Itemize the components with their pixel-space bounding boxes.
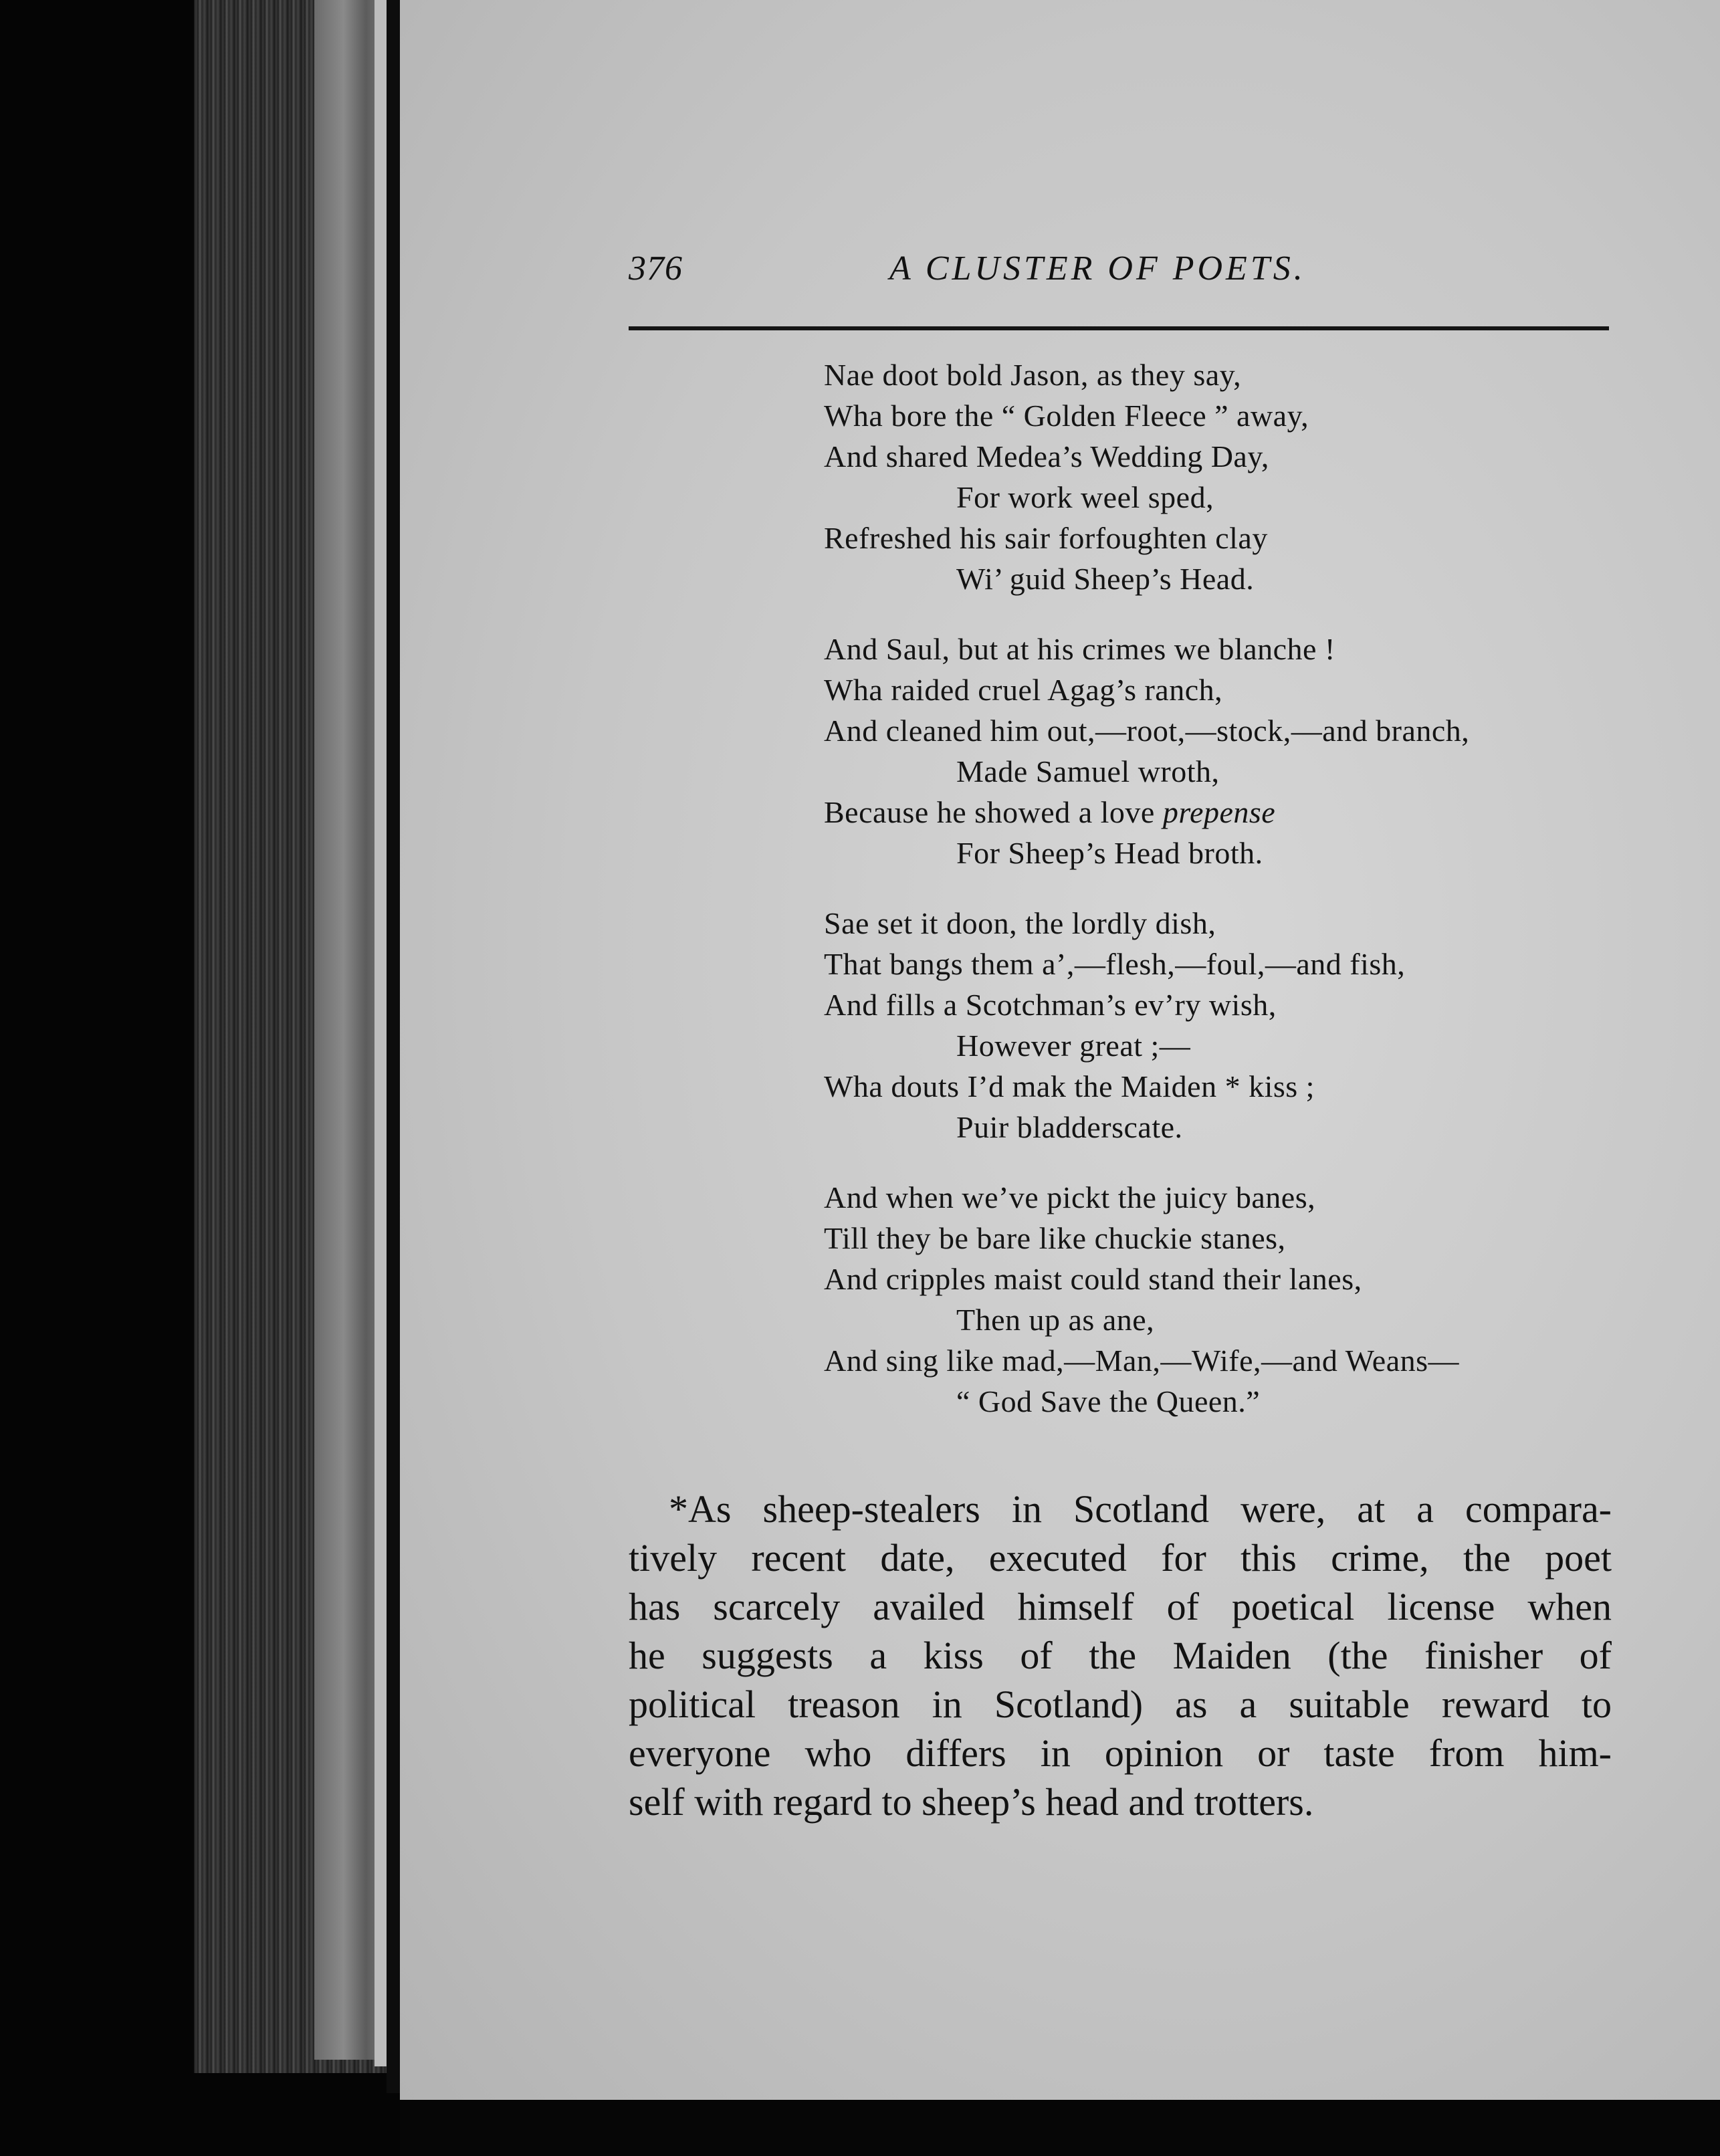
poem-line (824, 1177, 1626, 1218)
poem-line-text: For Sheep’s Head broth. (956, 836, 1263, 870)
poem-line-text: For work weel sped, (956, 480, 1214, 514)
poem-line (824, 1066, 1626, 1107)
poem-line-text: And cleaned him out,—root,—stock,—and branch, (824, 714, 1470, 748)
running-head (629, 249, 1612, 302)
poem-line (824, 944, 1626, 984)
footnote-line: has scarcely availed himself of poetical license when (629, 1585, 1612, 1628)
poem-line-text: Then up as ane, (956, 1303, 1155, 1337)
poem-stanza (824, 354, 1626, 599)
poem-line-text: However great ;— (956, 1029, 1191, 1063)
poem-line-text: Because he showed a love (824, 795, 1155, 829)
poem-line (824, 1025, 1626, 1066)
poem-line (824, 833, 1626, 873)
poem-line (824, 710, 1626, 751)
poem-line (824, 751, 1626, 792)
poem-line-text: And cripples maist could stand their lanes, (824, 1262, 1362, 1296)
poem-stanza (824, 1177, 1626, 1422)
poem-line (824, 1259, 1626, 1299)
poem-line-text: Puir bladderscate. (956, 1110, 1183, 1144)
footnote-line: he suggests a kiss of the Maiden (the finisher of (629, 1634, 1612, 1677)
poem-line-text: And sing like mad,—Man,—Wife,—and Weans— (824, 1343, 1460, 1378)
page-bottom-shadow (400, 2100, 1720, 2156)
poem-line-text: Wha raided cruel Agag’s ranch, (824, 673, 1223, 707)
poem-line (824, 436, 1626, 477)
poem-line-text: Nae doot bold Jason, as they say, (824, 358, 1242, 392)
footnote-line: everyone who differs in opinion or taste from him- (629, 1731, 1612, 1775)
poem-stanza (824, 903, 1626, 1148)
header-rule (629, 326, 1609, 330)
poem-line (824, 558, 1626, 599)
poem-line (824, 477, 1626, 518)
poem-line (824, 984, 1626, 1025)
footnote-line: political treason in Scotland) as a suitable reward to (629, 1683, 1612, 1726)
poem-line (824, 395, 1626, 436)
poem-line-text: Till they be bare like chuckie stanes, (824, 1221, 1286, 1255)
poem-line-italic-word: prepense (1162, 795, 1276, 829)
poem-line (824, 1299, 1626, 1340)
poem-line (824, 629, 1626, 669)
footnote-line: self with regard to sheep’s head and trotters. (629, 1780, 1314, 1824)
poem-line-text: Wi’ guid Sheep’s Head. (956, 562, 1255, 596)
running-head-title: A CLUSTER OF POETS. (889, 249, 1306, 288)
poem-line-text: Wha douts I’d mak the Maiden * kiss ; (824, 1069, 1315, 1103)
poem-line-text: And fills a Scotchman’s ev’ry wish, (824, 988, 1277, 1022)
poem-line (824, 1381, 1626, 1422)
footnote-line: *As sheep-stealers in Scotland were, at a compara- (669, 1487, 1612, 1531)
footnote (629, 1485, 1612, 1826)
poem-line (824, 669, 1626, 710)
poem-line (824, 792, 1626, 833)
poem-line-text: “ God Save the Queen.” (956, 1384, 1261, 1418)
poem-line-text: And shared Medea’s Wedding Day, (824, 439, 1269, 473)
poem-line (824, 354, 1626, 395)
poem-line-text: And Saul, but at his crimes we blanche ! (824, 632, 1335, 666)
poem-stanza (824, 629, 1626, 873)
poem-line (824, 903, 1626, 944)
poem-line-text: Sae set it doon, the lordly dish, (824, 906, 1216, 940)
footnote-line: tively recent date, executed for this crime, the poet (629, 1536, 1612, 1580)
poem-line (824, 518, 1626, 558)
poem (824, 354, 1626, 1451)
page-edge-strip (374, 0, 388, 2066)
poem-line-text: Refreshed his sair forfoughten clay (824, 521, 1268, 555)
poem-line-text: And when we’ve pickt the juicy banes, (824, 1180, 1316, 1214)
page-number: 376 (629, 249, 683, 288)
poem-line (824, 1340, 1626, 1381)
poem-line (824, 1107, 1626, 1148)
poem-line-text: That bangs them a’,—flesh,—foul,—and fish, (824, 947, 1406, 981)
poem-line-text: Wha bore the “ Golden Fleece ” away, (824, 399, 1309, 433)
poem-line (824, 1218, 1626, 1259)
poem-line-text: Made Samuel wroth, (956, 754, 1220, 788)
